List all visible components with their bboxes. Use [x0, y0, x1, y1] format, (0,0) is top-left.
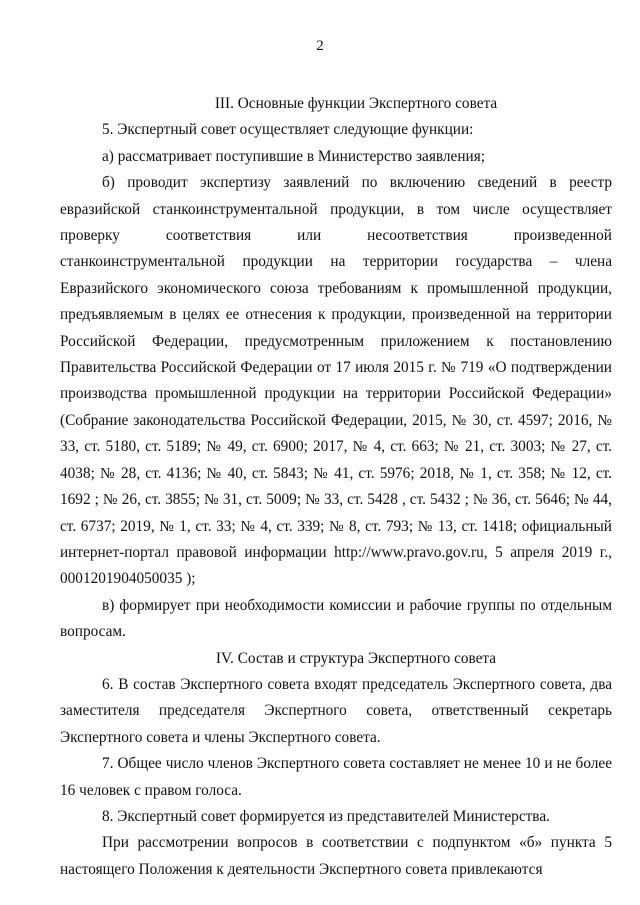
- document-body: [60, 91, 612, 883]
- paragraph-5: 5. Экспертный совет осуществляет следующие функции:: [102, 121, 474, 139]
- paragraph-5v: в) формирует при необходимости комиссии и рабочие группы по отдельным вопросам.: [60, 596, 612, 641]
- paragraph-6: 6. В состав Экспертного совета входят председатель Экспертного совета, два заместителя председателя Экспертного совета, ответственный секретарь Экспертного совета и члены Экспертного совета.: [60, 675, 612, 746]
- paragraph-5a: а) рассматривает поступившие в Министерство заявления;: [102, 147, 485, 165]
- section-heading-4: IV. Состав и структура Экспертного совета: [215, 649, 497, 667]
- paragraph-8: 8. Экспертный совет формируется из представителей Министерства.: [102, 807, 550, 825]
- page-number: 2: [316, 38, 324, 54]
- paragraph-5b: б) проводит экспертизу заявлений по включению сведений в реестр евразийской станкоинструментальной продукции, в том числе осуществляет проверку соответствия или несоответствия произведенной станкоинструментальной продукции на территории государства – члена Евразийского экономического союза требованиям к промышленной продукции, предъявляемым в целях ее отнесения к продукции, произведенной на территории Российской Федерации, предусмотренным приложением к постановлению Правительства Российской Федерации от 17 июля 2015 г. № 719 «О подтверждении производства промышленной продукции на территории Российской Федерации» (Собрание законодательства Российской Федерации, 2015, № 30, ст. 4597; 2016, № 33, ст. 5180, ст. 5189; № 49, ст. 6900; 2017, № 4, ст. 663; № 21, ст. 3003; № 27, ст. 4038; № 28, ст. 4136; № 40, ст. 5843; № 41, ст. 5976; 2018, № 1, ст. 358; № 12, ст. 1692 ; № 26, ст. 3855; № 31, ст. 5009; № 33, ст. 5428 , ст. 5432 ; № 36, ст. 5646; № 44, ст. 6737; 2019, № 1, ст. 33; № 4, ст. 339; № 8, ст. 793; № 13, ст. 1418; официальный интернет-портал правовой информации http://www.pravo.gov.ru, 5 апреля 2019 г., 0001201904050035 );: [60, 174, 612, 588]
- section-heading-3: III. Основные функции Экспертного совета: [214, 95, 498, 112]
- paragraph-8-continued: При рассмотрении вопросов в соответствии с подпунктом «б» пункта 5 настоящего Положения к деятельности Экспертного совета привлекаются: [60, 834, 612, 878]
- paragraph-7: 7. Общее число членов Экспертного совета составляет не менее 10 и не более 16 человек с правом голоса.: [60, 755, 612, 799]
